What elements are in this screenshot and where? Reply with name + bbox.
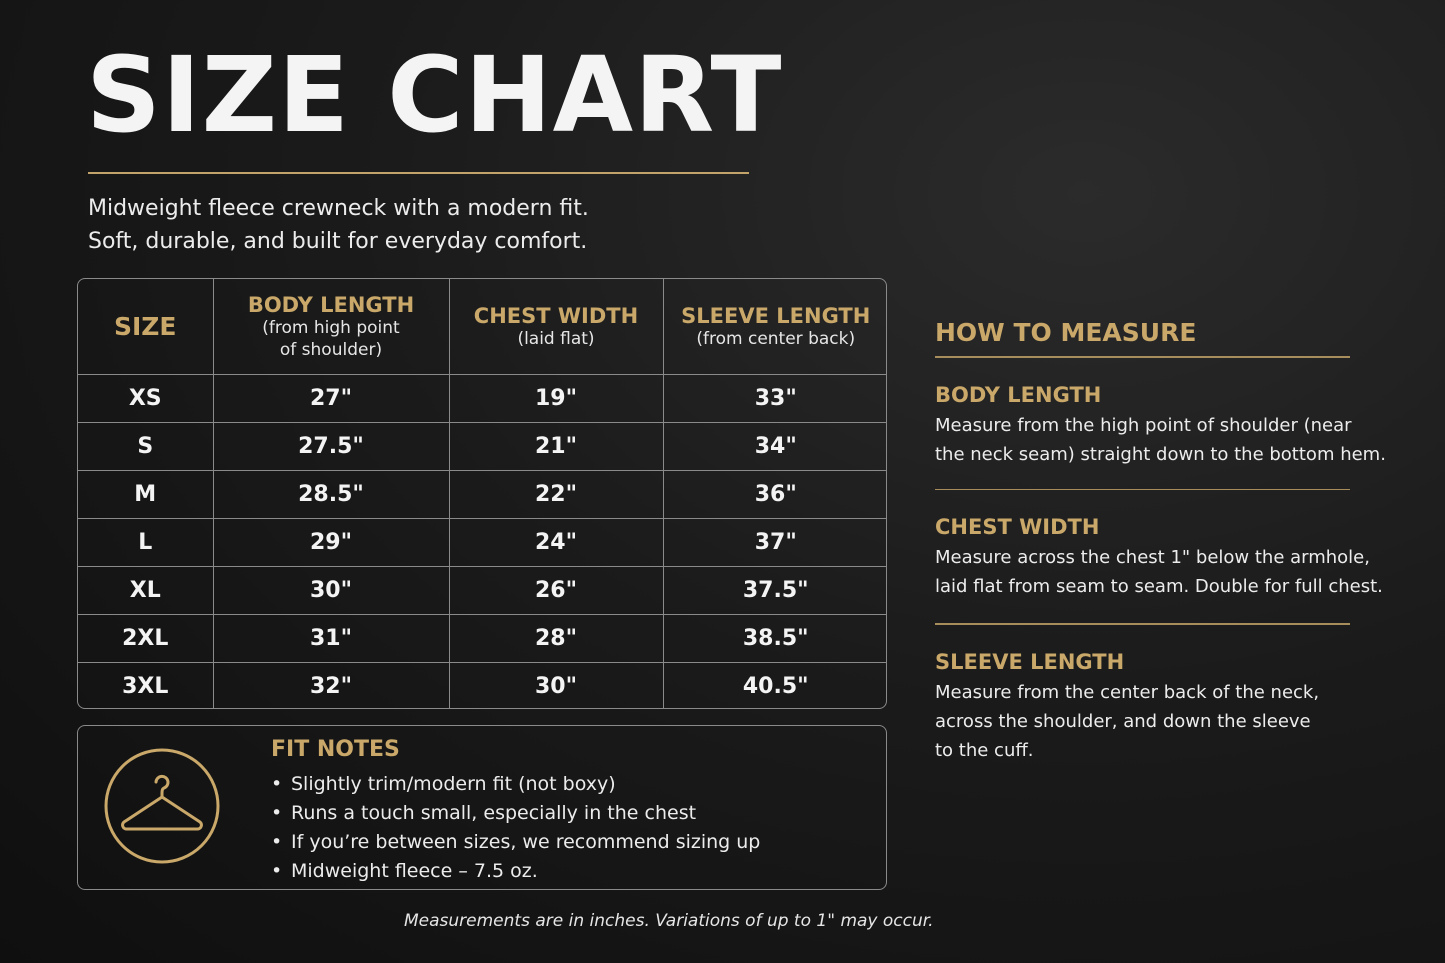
header-sublabel: (laid flat) <box>517 328 595 349</box>
text-line: laid flat from seam to seam. Double for full chest. <box>935 576 1383 597</box>
cell-body-length: 27.5" <box>213 423 449 471</box>
cell-chest-width: 26" <box>449 567 663 615</box>
title-divider <box>88 172 749 174</box>
section-text-chest-width <box>935 543 1383 601</box>
section-text-sleeve-length <box>935 678 1375 765</box>
header-label: BODY LENGTH <box>247 292 415 317</box>
header-sublabel: of shoulder) <box>279 339 383 360</box>
table-row <box>78 519 887 567</box>
header-sleeve-length <box>663 279 887 375</box>
cell-sleeve-length: 37" <box>663 519 887 567</box>
text-line: Measure across the chest 1" below the armhole, <box>935 547 1370 568</box>
table-row <box>78 567 887 615</box>
hanger-icon <box>104 748 220 864</box>
cell-size: 2XL <box>78 615 213 663</box>
cell-size: M <box>78 471 213 519</box>
table-row <box>78 663 887 710</box>
cell-sleeve-length: 34" <box>663 423 887 471</box>
page-title: SIZE CHART <box>86 34 783 156</box>
section-divider <box>935 356 1350 358</box>
header-label: SLEEVE LENGTH <box>681 303 871 328</box>
cell-body-length: 31" <box>213 615 449 663</box>
text-line: to the cuff. <box>935 739 1034 761</box>
table-row <box>78 375 887 423</box>
fit-notes-list <box>271 770 760 886</box>
cell-chest-width: 22" <box>449 471 663 519</box>
cell-chest-width: 19" <box>449 375 663 423</box>
footnote: Measurements are in inches. Variations of up to 1" may occur. <box>404 911 934 931</box>
list-item: • Runs a touch small, especially in the chest <box>271 799 760 828</box>
table-header-row <box>78 279 887 375</box>
cell-sleeve-length: 36" <box>663 471 887 519</box>
cell-size: S <box>78 423 213 471</box>
description-line: Midweight fleece crewneck with a modern fit. <box>88 196 589 221</box>
cell-body-length: 28.5" <box>213 471 449 519</box>
header-sublabel: (from high point <box>262 317 400 338</box>
header-body-length <box>213 279 449 375</box>
section-title-sleeve-length: SLEEVE LENGTH <box>935 649 1125 674</box>
section-title-chest-width: CHEST WIDTH <box>935 515 1100 539</box>
cell-body-length: 32" <box>213 663 449 710</box>
how-to-measure-panel <box>935 318 1386 765</box>
text-line: Measure from the center back of the neck, <box>935 681 1320 703</box>
section-divider <box>935 623 1350 625</box>
cell-size: XL <box>78 567 213 615</box>
cell-chest-width: 30" <box>449 663 663 710</box>
header-label: SIZE <box>113 311 177 341</box>
cell-chest-width: 21" <box>449 423 663 471</box>
list-item: • If you’re between sizes, we recommend sizing up <box>271 828 760 857</box>
table-row <box>78 471 887 519</box>
cell-body-length: 29" <box>213 519 449 567</box>
section-divider <box>935 489 1350 491</box>
cell-sleeve-length: 37.5" <box>663 567 887 615</box>
table-row <box>78 423 887 471</box>
cell-size: XS <box>78 375 213 423</box>
fit-notes-panel <box>77 725 887 890</box>
header-sublabel: (from center back) <box>696 328 856 349</box>
cell-sleeve-length: 33" <box>663 375 887 423</box>
cell-sleeve-length: 40.5" <box>663 663 887 710</box>
cell-chest-width: 24" <box>449 519 663 567</box>
header-chest-width <box>449 279 663 375</box>
product-description <box>88 192 589 258</box>
cell-size: 3XL <box>78 663 213 710</box>
text-line: across the shoulder, and down the sleeve <box>935 710 1311 732</box>
cell-size: L <box>78 519 213 567</box>
section-title-body-length: BODY LENGTH <box>935 382 1102 407</box>
table-row <box>78 615 887 663</box>
list-item: • Midweight fleece – 7.5 oz. <box>271 857 760 886</box>
header-label: CHEST WIDTH <box>473 303 639 328</box>
section-text-body-length <box>935 411 1386 469</box>
header-size <box>78 279 213 375</box>
text-line: the neck seam) straight down to the bottom hem. <box>935 443 1386 465</box>
text-line: Measure from the high point of shoulder (near <box>935 414 1352 436</box>
cell-body-length: 27" <box>213 375 449 423</box>
list-item: • Slightly trim/modern fit (not boxy) <box>271 770 760 799</box>
fit-notes-title: FIT NOTES <box>271 737 400 762</box>
size-table <box>77 278 887 709</box>
cell-sleeve-length: 38.5" <box>663 615 887 663</box>
description-line: Soft, durable, and built for everyday comfort. <box>88 229 588 254</box>
cell-chest-width: 28" <box>449 615 663 663</box>
how-to-measure-title: HOW TO MEASURE <box>935 318 1197 347</box>
cell-body-length: 30" <box>213 567 449 615</box>
